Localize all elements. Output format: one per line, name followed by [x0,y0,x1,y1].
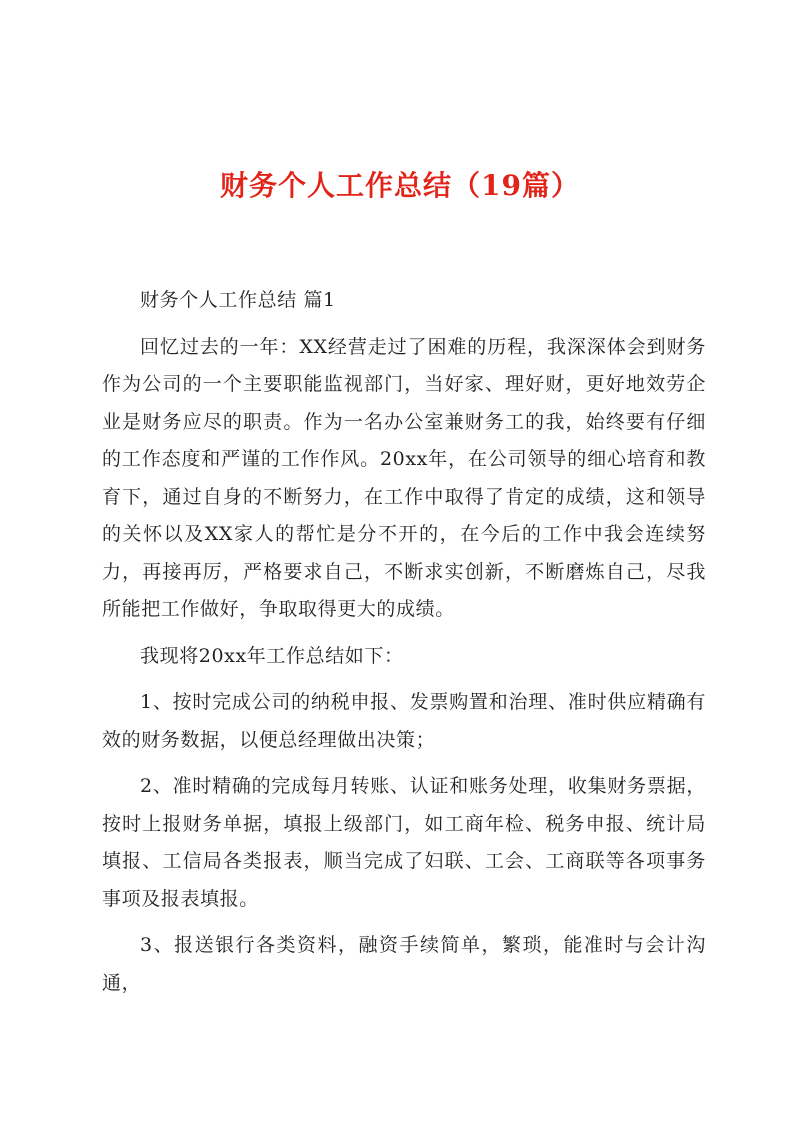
paragraph-item-1: 1、按时完成公司的纳税申报、发票购置和治理、准时供应精确有效的财务数据，以便总经理做出决策； [102,691,706,751]
document-body [102,282,706,1011]
paragraph-item-2: 2、准时精确的完成每月转账、认证和账务处理，收集财务票据，按时上报财务单据，填报上级部门，如工商年检、税务申报、统计局填报、工信局各类报表，顺当完成了妇联、工会、工商联等各项事务事项及报表填报。 [102,775,706,910]
paragraph-summary-lead: 我现将20xx年工作总结如下： [140,644,404,667]
section-heading: 财务个人工作总结 篇1 [140,289,336,311]
paragraph-item-3: 3、报送银行各类资料，融资手续简单，繁琐，能准时与会计沟通， [102,934,706,994]
paragraph-intro: 回忆过去的一年：XX经营走过了困难的历程，我深深体会到财务作为公司的一个主要职能监视部门，当好家、理好财，更好地效劳企业是财务应尽的职责。作为一名办公室兼财务工的我，始终要有仔细的工作态度和严谨的工作作风。20xx年，在公司领导的细心培育和教育下，通过自身的不断努力，在工作中取得了肯定的成绩，这和领导的关怀以及XX家人的帮忙是分不开的，在今后的工作中我会连续努力，再接再厉，严格要求自己，不断求实创新，不断磨炼自己，尽我所能把工作做好，争取取得更大的成绩。 [102,335,706,620]
document-title: 财务个人工作总结（19篇） [220,169,580,202]
